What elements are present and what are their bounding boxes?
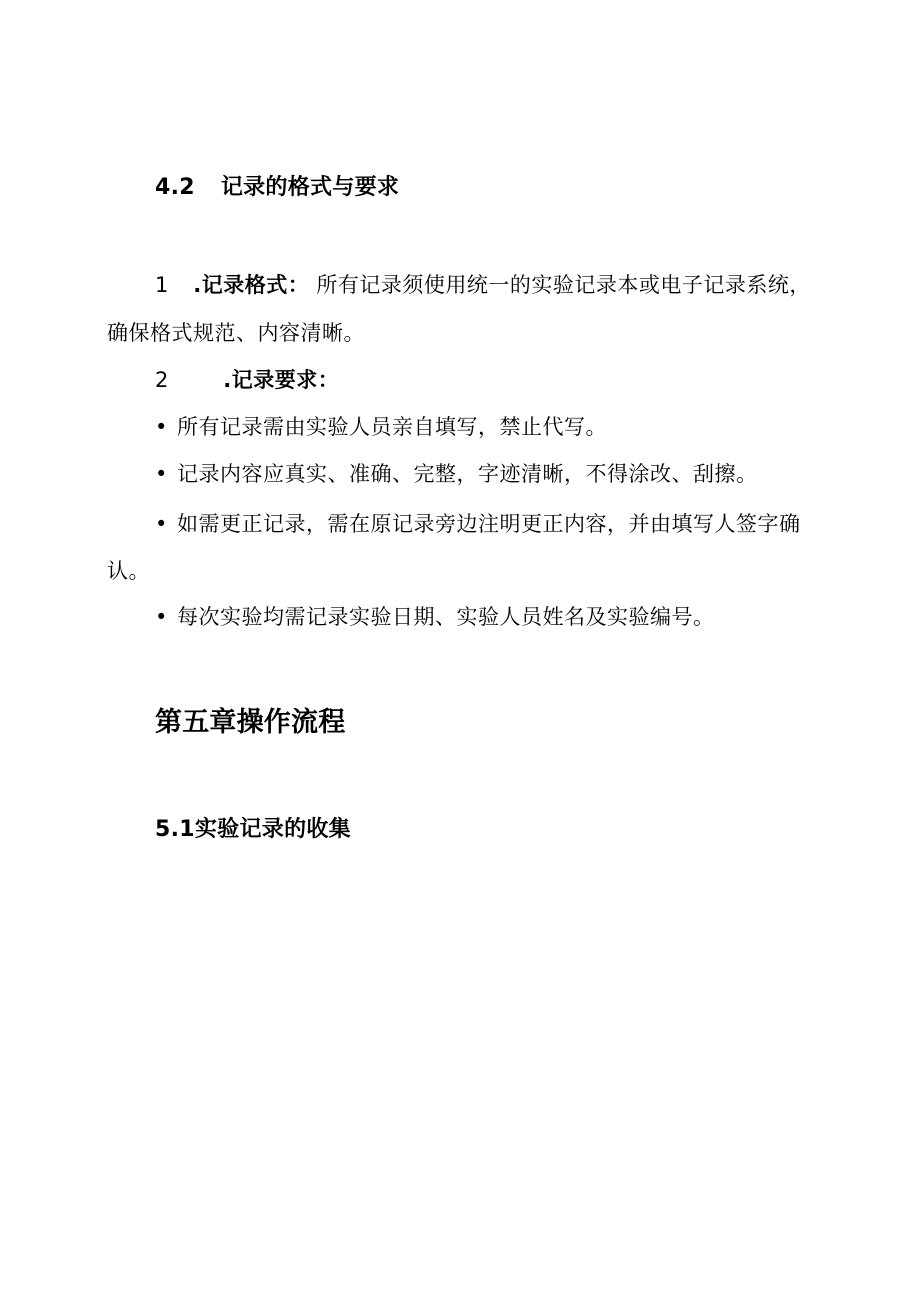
chapter-heading: 第五章操作流程 bbox=[155, 707, 346, 738]
requirements-item bbox=[155, 366, 339, 394]
item-label: .记录格式： bbox=[193, 273, 310, 297]
bullet-text: 所有记录需由实验人员亲自填写，禁止代写。 bbox=[177, 415, 607, 439]
bullet-continuation: 认。 bbox=[107, 559, 150, 583]
bullet-icon: • bbox=[155, 415, 168, 439]
bullet-text: 记录内容应真实、准确、完整，字迹清晰，不得涂改、刮擦。 bbox=[177, 462, 758, 486]
section-title: 记录的格式与要求 bbox=[220, 175, 400, 200]
bullet-item bbox=[155, 413, 607, 441]
bullet-text: 每次实验均需记录实验日期、实验人员姓名及实验编号。 bbox=[177, 605, 715, 629]
bullet-item bbox=[155, 510, 801, 538]
item-label: .记录要求： bbox=[223, 368, 340, 392]
format-item-continuation: 确保格式规范、内容清晰。 bbox=[107, 321, 365, 345]
item-text: 所有记录须使用统一的实验记录本或电子记录系统， bbox=[316, 273, 811, 297]
bullet-icon: • bbox=[155, 605, 168, 629]
bullet-item bbox=[155, 603, 715, 631]
section-number: 4.2 bbox=[155, 175, 195, 200]
format-item bbox=[155, 271, 811, 299]
section-heading-4-2 bbox=[155, 174, 399, 202]
bullet-icon: • bbox=[155, 462, 168, 486]
item-number: 1 bbox=[155, 273, 169, 297]
section-heading-5-1: 5.1实验记录的收集 bbox=[155, 817, 351, 842]
item-number: 2 bbox=[155, 368, 169, 392]
bullet-item bbox=[155, 460, 758, 488]
bullet-text: 如需更正记录，需在原记录旁边注明更正内容，并由填写人签字确 bbox=[177, 512, 801, 536]
bullet-icon: • bbox=[155, 512, 168, 536]
